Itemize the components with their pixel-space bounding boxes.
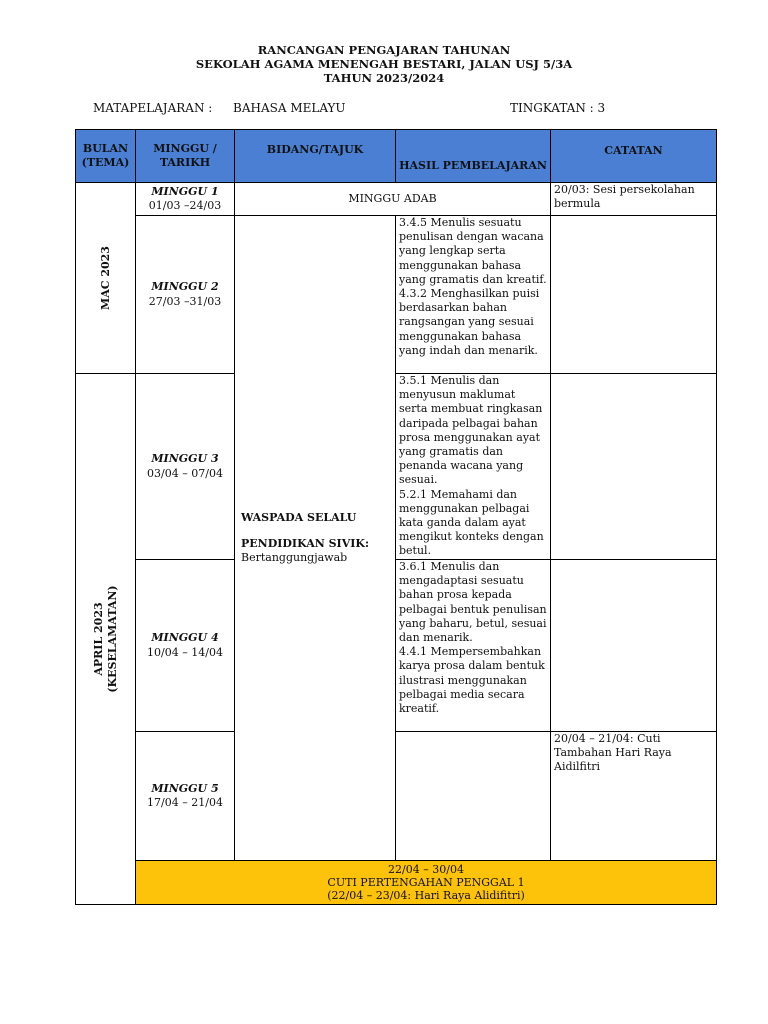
outcome-cell-4 <box>396 560 551 732</box>
civic-label: PENDIDIKAN SIVIK: <box>241 536 370 550</box>
week-dates: 27/03 –31/03 <box>148 294 222 308</box>
notes-cell-1: 20/03: Sesi persekolahan bermula <box>551 183 717 216</box>
table-row <box>76 183 717 216</box>
document-header <box>0 43 768 85</box>
outcome-text: 3.4.5 Menulis sesuatu penulisan dengan wacana yang lengkap serta menggunakan bahasa yang gramatis dan kreatif. 4.3.2 Menghasilkan puisi berdasarkan bahan rangsangan yang sesuai menggunakan bahasa yang indah dan menarik. <box>399 216 547 357</box>
holiday-row <box>76 861 717 905</box>
civic-value: Bertanggungjawab <box>241 551 348 565</box>
outcome-text: 3.5.1 Menulis dan menyusun maklumat serta membuat ringkasan daripada pelbagai bahan prosa menggunakan ayat yang gramatis dan penanda wacana yang sesuai. 5.2.1 Memahami dan menggunakan pelbagai kata ganda dalam ayat mengikut konteks dengan betul. <box>399 374 544 558</box>
col-header-month <box>76 130 136 183</box>
month-label-april-line1: APRIL 2023 <box>91 602 105 676</box>
header-school: SEKOLAH AGAMA MENENGAH BESTARI, JALAN USJ 5/3A <box>195 57 573 71</box>
topic-title: WASPADA SELALU <box>241 510 357 524</box>
week-title: MINGGU 5 <box>151 781 219 795</box>
notes-cell-4 <box>551 560 717 732</box>
week-cell-4 <box>136 560 235 732</box>
month-cell-april <box>76 374 136 905</box>
holiday-name: CUTI PERTENGAHAN PENGGAL 1 <box>327 876 525 889</box>
holiday-dates: 22/04 – 30/04 <box>388 863 464 876</box>
header-title: RANCANGAN PENGAJARAN TAHUNAN <box>257 43 511 57</box>
month-label-april <box>92 585 120 692</box>
adab-week-cell: MINGGU ADAB <box>235 183 551 216</box>
table-row <box>76 732 717 861</box>
notes-cell-2 <box>551 216 717 374</box>
outcome-text: 3.6.1 Menulis dan mengadaptasi sesuatu bahan prosa kepada pelbagai bentuk penulisan yang baharu, betul, sesuai dan menarik. 4.4.1 Mempersembahkan karya prosa dalam bentuk ilustrasi menggunakan pelbagai media secara kreatif. <box>399 560 547 716</box>
week-cell-2 <box>136 216 235 374</box>
col-header-month-line2: (TEMA) <box>81 156 130 169</box>
col-header-week <box>136 130 235 183</box>
col-header-week-line1: MINGGU / <box>153 141 217 155</box>
outcome-cell-3 <box>396 374 551 560</box>
week-title: MINGGU 1 <box>151 184 219 198</box>
topic-cell <box>235 216 396 861</box>
week-title: MINGGU 2 <box>151 280 219 294</box>
week-cell-1 <box>136 183 235 216</box>
holiday-note: (22/04 – 23/04: Hari Raya Alidifitri) <box>327 889 525 902</box>
month-cell-mac <box>76 183 136 374</box>
notes-cell-5: 20/04 – 21/04: Cuti Tambahan Hari Raya Aidilfitri <box>551 732 717 861</box>
table-row <box>76 374 717 560</box>
week-title: MINGGU 4 <box>151 631 219 645</box>
subject-value: BAHASA MELAYU <box>233 101 346 115</box>
table-header-row <box>76 130 717 183</box>
form-level: TINGKATAN : 3 <box>510 101 606 115</box>
header-year: TAHUN 2023/2024 <box>323 71 445 85</box>
teaching-plan-table <box>75 129 717 905</box>
month-label-mac: MAC 2023 <box>98 246 112 310</box>
week-dates: 17/04 – 21/04 <box>147 796 223 809</box>
col-header-week-line2: TARIKH <box>159 156 211 169</box>
week-cell-3 <box>136 374 235 560</box>
week-cell-5 <box>136 732 235 861</box>
notes-cell-3 <box>551 374 717 560</box>
holiday-cell <box>136 861 717 905</box>
col-header-outcome: HASIL PEMBELAJARAN <box>396 130 551 183</box>
table-row <box>76 560 717 732</box>
col-header-notes: CATATAN <box>551 130 717 183</box>
col-header-month-line1: BULAN <box>82 141 129 155</box>
week-dates: 03/04 – 07/04 <box>147 466 223 480</box>
week-dates: 01/03 –24/03 <box>148 199 222 212</box>
month-label-april-line2: (KESELAMATAN) <box>105 585 119 693</box>
outcome-cell-5 <box>396 732 551 861</box>
outcome-cell-2 <box>396 216 551 374</box>
week-title: MINGGU 3 <box>151 452 219 466</box>
subject-label: MATAPELAJARAN : <box>93 101 213 115</box>
col-header-topic: BIDANG/TAJUK <box>235 130 396 183</box>
table-row <box>76 216 717 374</box>
week-dates: 10/04 – 14/04 <box>147 645 223 659</box>
